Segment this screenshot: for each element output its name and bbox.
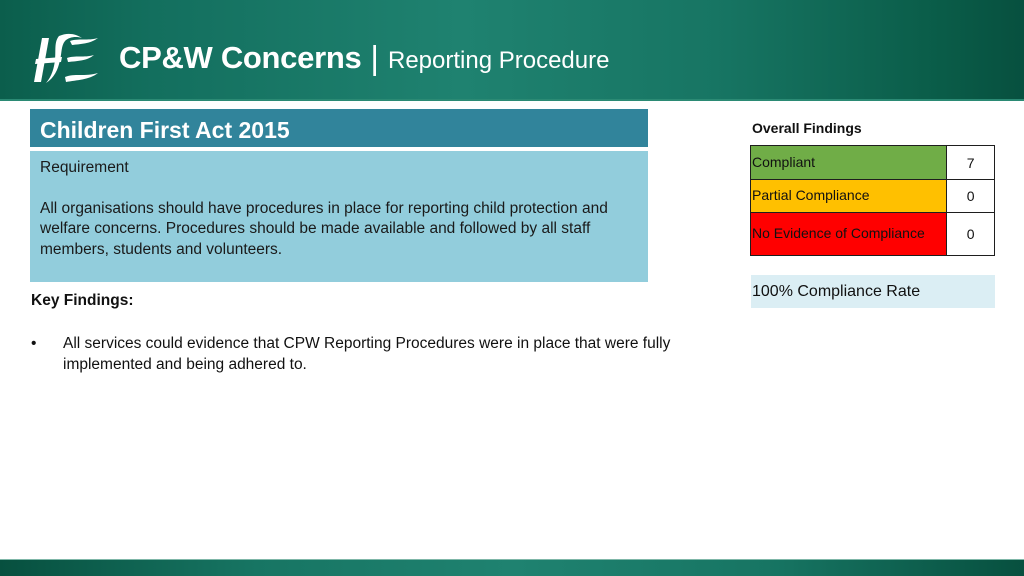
table-row-partial: [751, 180, 995, 213]
footer-banner: [0, 559, 1024, 576]
compliance-rate: 100% Compliance Rate: [751, 275, 995, 308]
compliant-label: Compliant: [751, 146, 947, 180]
act-title-bar: Children First Act 2015: [30, 109, 648, 147]
page-title: [119, 38, 609, 82]
overall-findings-title: Overall Findings: [752, 120, 862, 136]
hse-logo-icon: [32, 32, 102, 86]
title-subtitle: Reporting Procedure: [387, 47, 610, 74]
compliant-count: 7: [947, 146, 995, 180]
overall-findings-table: [750, 145, 995, 256]
table-row-no-evidence: [751, 213, 995, 256]
no-evidence-label: No Evidence of Compliance: [751, 213, 947, 256]
bullet-icon: •: [31, 335, 37, 352]
header-banner: [0, 0, 1024, 101]
key-findings-title: Key Findings:: [31, 292, 134, 309]
title-main: CP&W Concerns: [119, 40, 362, 75]
requirement-label: Requirement: [40, 159, 129, 176]
title-separator: |: [370, 39, 379, 76]
key-finding-item: [31, 333, 671, 375]
partial-count: 0: [947, 180, 995, 213]
requirement-box: [30, 151, 648, 282]
partial-label: Partial Compliance: [751, 180, 947, 213]
no-evidence-count: 0: [947, 213, 995, 256]
requirement-text: All organisations should have procedures in place for reporting child protection and welfare concerns. Procedures should be made available and followed by all staff members, students and volunteers.: [40, 199, 608, 258]
key-finding-text: All services could evidence that CPW Reporting Procedures were in place that were fully implemented and being adhered to.: [63, 335, 671, 373]
table-row-compliant: [751, 146, 995, 180]
